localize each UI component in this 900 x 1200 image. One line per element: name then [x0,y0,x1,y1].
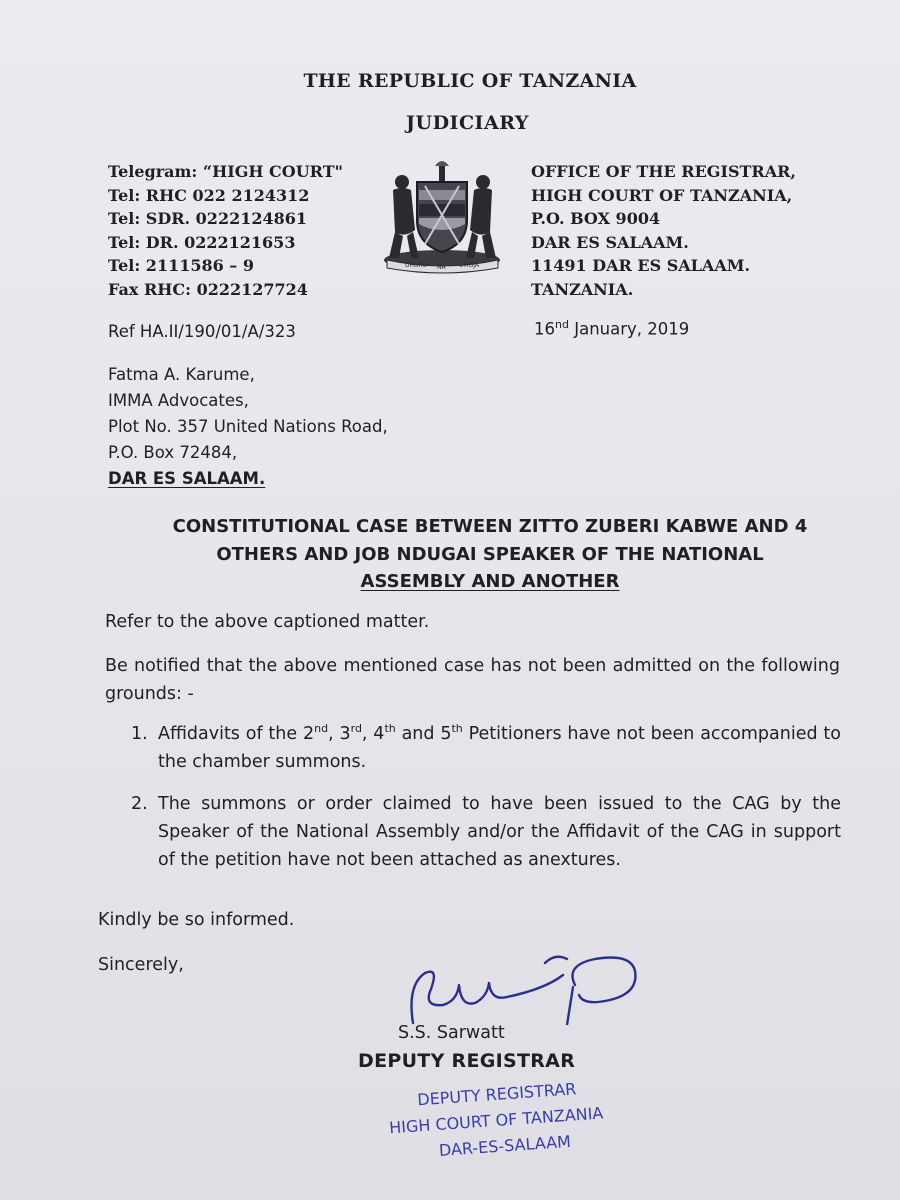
judiciary-heading: JUDICIARY [406,112,529,134]
body-paragraph: Be notified that the above mentioned case has not been admitted on the following grounds: - [105,656,840,704]
signer-name: S.S. Sarwatt [398,1023,505,1043]
republic-heading: THE REPUBLIC OF TANZANIA [303,70,637,92]
subject-heading [90,513,890,596]
addressee-block [108,362,388,492]
list-item-text: Affidavits of the 2nd, 3rd, 4th and 5th Petitioners have not been accompanied to the chamber summons. [158,722,841,772]
contact-telegram: Telegram: “HIGH COURT" [108,162,343,181]
closing-remark: Kindly be so informed. [98,910,295,930]
subject-line: ASSEMBLY AND ANOTHER [360,571,620,592]
addressee-line: Fatma A. Karume, [108,365,255,384]
list-item-text: The summons or order claimed to have been issued to the CAG by the Speaker of the National Assembly and/or the Affidavit of the CAG in support of the petition have not been attached as anextures. [158,794,841,870]
contact-tel-rhc: Tel: RHC 022 2124312 [108,185,310,205]
crest-motto-na: NA [437,264,446,271]
handwritten-signature [395,945,655,1025]
reference-number: Ref HA.II/190/01/A/323 [108,322,296,341]
contact-fax: Fax RHC: 0222127724 [108,279,308,299]
subject-line: OTHERS AND JOB NDUGAI SPEAKER OF THE NATIONAL [216,543,764,565]
grounds-list-item [131,720,841,776]
list-number: 1. [131,724,148,744]
stamp-line: HIGH COURT OF TANZANIA [388,1103,604,1138]
official-stamp [375,1070,615,1170]
office-line: 11491 DAR ES SALAAM. [531,256,751,275]
contact-tel-dr: Tel: DR. 0222121653 [108,232,296,252]
office-address-block [531,160,796,301]
office-line: DAR ES SALAAM. [531,232,689,252]
office-line: TANZANIA. [531,279,634,299]
body-paragraph: Refer to the above captioned matter. [105,612,430,632]
closing-salutation: Sincerely, [98,955,184,975]
contact-block [108,160,343,301]
addressee-line: IMMA Advocates, [108,391,249,410]
list-number: 2. [131,794,148,814]
grounds-list-item [131,790,841,874]
office-line: HIGH COURT OF TANZANIA, [531,185,793,205]
addressee-line: Plot No. 357 United Nations Road, [108,417,388,436]
stamp-line: DAR-ES-SALAAM [438,1131,572,1160]
signer-title: DEPUTY REGISTRAR [358,1050,576,1072]
letter-date: 16nd January, 2019 [534,318,690,339]
crest-motto-umoja: UMOJA [459,262,480,269]
subject-line: CONSTITUTIONAL CASE BETWEEN ZITTO ZUBERI KABWE AND 4 [172,516,808,537]
contact-tel-general: Tel: 2111586 – 9 [108,256,255,275]
addressee-line: P.O. Box 72484, [108,443,238,462]
contact-tel-sdr: Tel: SDR. 0222124861 [108,209,307,228]
crest-motto-uhuru: UHURU [405,262,427,269]
office-line: OFFICE OF THE REGISTRAR, [531,162,796,181]
coat-of-arms-icon [375,160,510,275]
stamp-line: DEPUTY REGISTRAR [416,1079,577,1110]
addressee-city: DAR ES SALAAM. [108,469,266,488]
office-line: P.O. BOX 9004 [531,209,661,228]
